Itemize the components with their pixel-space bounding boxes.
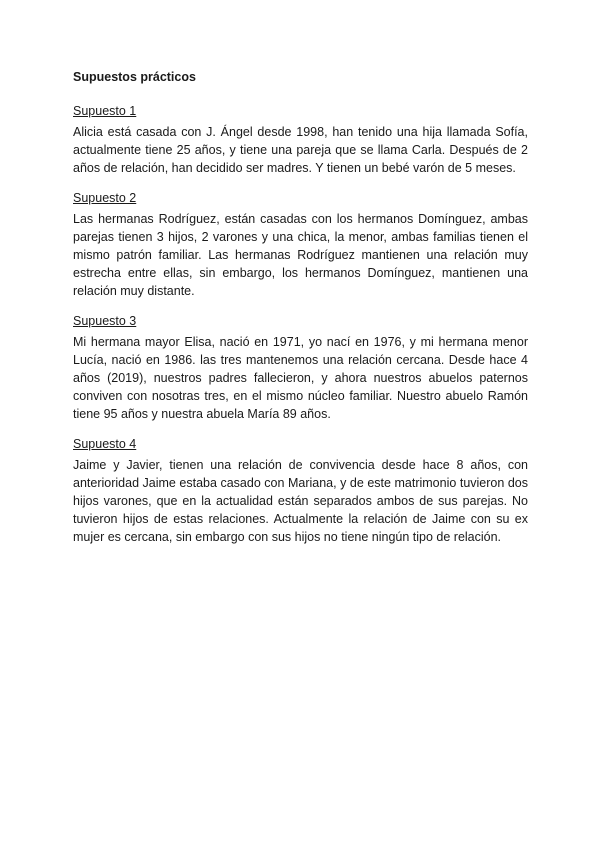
- case-body: Alicia está casada con J. Ángel desde 1998, han tenido una hija llamada Sofía, actualmente tiene 25 años, y tiene una pareja que se llama Carla. Después de 2 años de relación, han decidido ser madres. Y tienen un bebé varón de 5 meses.: [73, 125, 528, 175]
- case-heading: Supuesto 1: [73, 104, 137, 118]
- case-heading: Supuesto 4: [73, 437, 137, 451]
- case-body: Mi hermana mayor Elisa, nació en 1971, yo nací en 1976, y mi hermana menor Lucía, nació en 1986. las tres mantenemos una relación cercana. Desde hace 4 años (2019), nuestros padres fallecieron, y ahora nuestros abuelos paternos conviven con nosotras tres, en el mismo núcleo familiar. Nuestro abuelo Ramón tiene 95 años y nuestra abuela María 89 años.: [73, 335, 528, 421]
- case-heading: Supuesto 2: [73, 191, 137, 205]
- case-section-3: [73, 312, 528, 423]
- case-body: Jaime y Javier, tienen una relación de convivencia desde hace 8 años, con anterioridad Jaime estaba casado con Mariana, y de este matrimonio tuvieron dos hijos varones, que en la actualidad están separados ambos de sus parejas. No tuvieron hijos de estas relaciones. Actualmente la relación de Jaime con su ex mujer es cercana, sin embargo con sus hijos no tiene ningún tipo de relación.: [73, 458, 528, 544]
- case-section-1: [73, 102, 528, 177]
- document-title: Supuestos prácticos: [73, 70, 196, 84]
- case-section-2: [73, 189, 528, 300]
- case-body: Las hermanas Rodríguez, están casadas con los hermanos Domínguez, ambas parejas tienen 3 hijos, 2 varones y una chica, la menor, ambas familias tienen el mismo patrón familiar. Las hermanas Rodríguez mantienen una relación muy estrecha entre ellas, sin embargo, los hermanos Domínguez, mantienen una relación muy distante.: [73, 212, 528, 298]
- case-section-4: [73, 435, 528, 546]
- document-page: [73, 68, 528, 558]
- case-heading: Supuesto 3: [73, 314, 137, 328]
